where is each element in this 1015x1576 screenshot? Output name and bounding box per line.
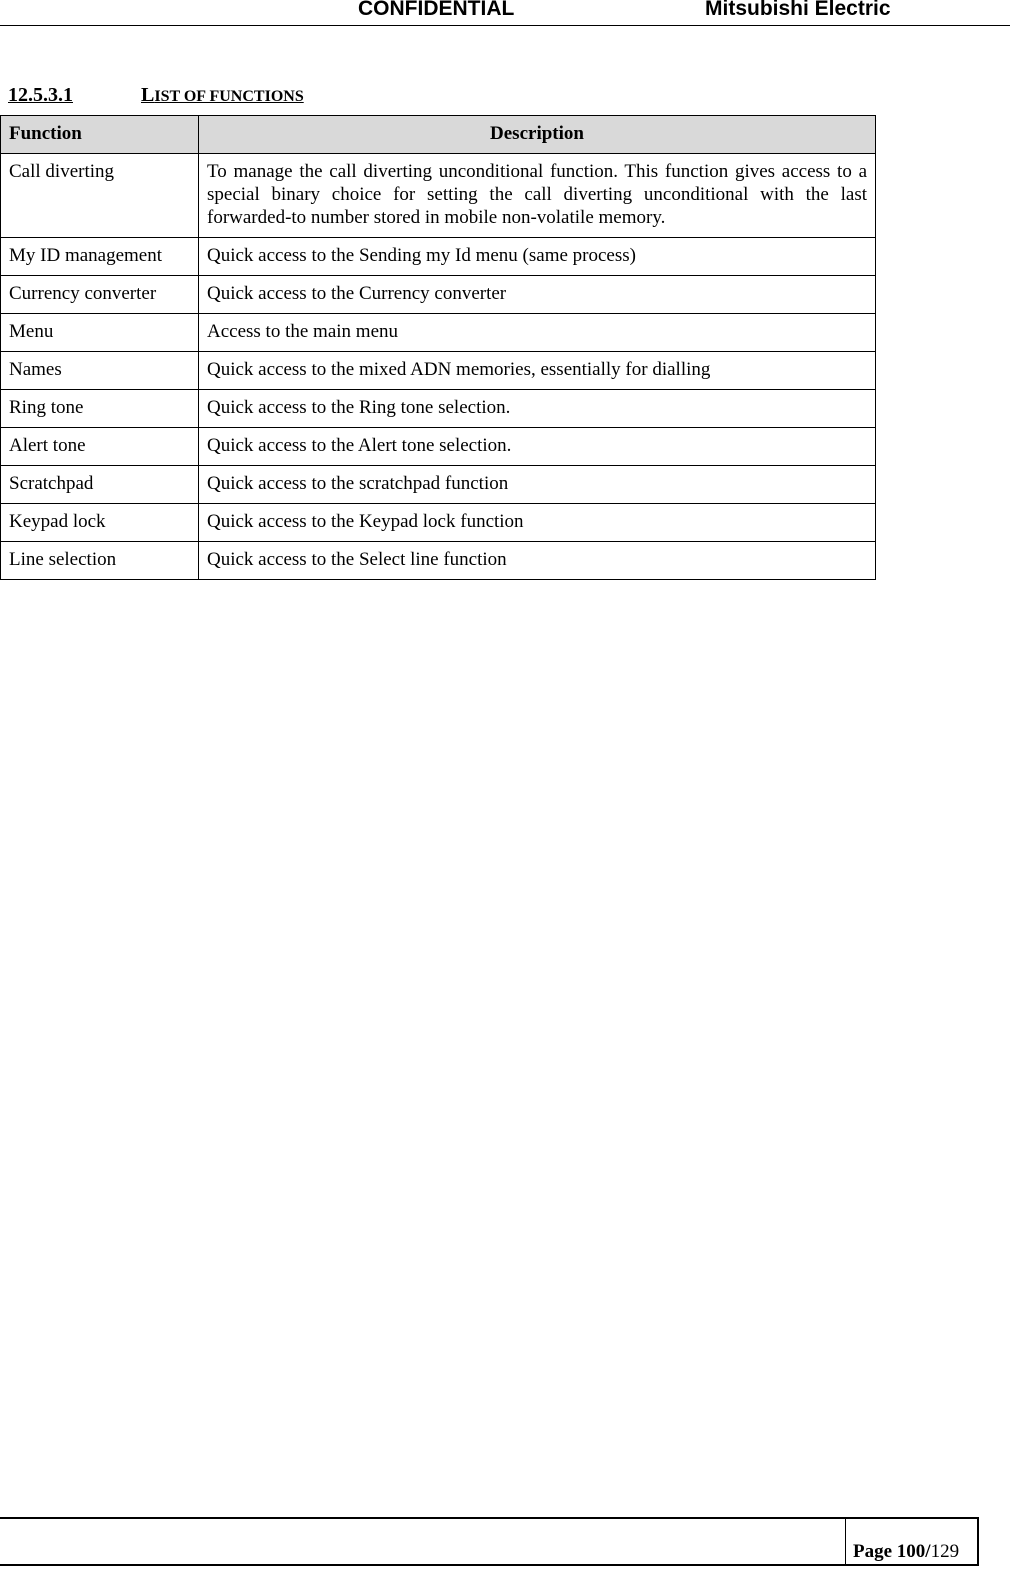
section-heading: [8, 84, 304, 107]
description-cell: Quick access to the Sending my Id menu (same process): [199, 238, 876, 276]
confidential-label: CONFIDENTIAL: [358, 0, 515, 20]
page-footer: [0, 1517, 979, 1566]
table-row: [1, 352, 876, 390]
table-row: [1, 390, 876, 428]
page-number: [853, 1541, 959, 1563]
description-cell: To manage the call diverting unconditional function. This function gives access to a special binary choice for setting the call diverting unconditional with the last forwarded-to number stored in mobile non-volatile memory.: [199, 154, 876, 238]
function-cell: Names: [1, 352, 199, 390]
section-title-first-letter: L: [141, 84, 155, 106]
company-name: Mitsubishi Electric: [705, 0, 891, 20]
description-cell: Quick access to the mixed ADN memories, essentially for dialling: [199, 352, 876, 390]
column-header-description: Description: [199, 116, 876, 154]
function-cell: My ID management: [1, 238, 199, 276]
table-row: [1, 276, 876, 314]
description-cell: Quick access to the Ring tone selection.: [199, 390, 876, 428]
function-cell: Keypad lock: [1, 504, 199, 542]
table-row: [1, 466, 876, 504]
table-row: [1, 542, 876, 580]
description-cell: Quick access to the Select line function: [199, 542, 876, 580]
section-number: 12.5.3.1: [8, 84, 73, 106]
function-cell: Call diverting: [1, 154, 199, 238]
function-cell: Line selection: [1, 542, 199, 580]
function-cell: Alert tone: [1, 428, 199, 466]
description-cell: Quick access to the Alert tone selection.: [199, 428, 876, 466]
function-cell: Menu: [1, 314, 199, 352]
function-cell: Currency converter: [1, 276, 199, 314]
table-row: [1, 314, 876, 352]
page-total: 129: [930, 1541, 960, 1562]
description-cell: Access to the main menu: [199, 314, 876, 352]
functions-table: [0, 115, 876, 580]
table-row: [1, 504, 876, 542]
function-cell: Ring tone: [1, 390, 199, 428]
description-cell: Quick access to the Currency converter: [199, 276, 876, 314]
table-row: [1, 154, 876, 238]
section-title-rest: IST OF FUNCTIONS: [154, 88, 304, 105]
footer-divider: [845, 1519, 846, 1564]
table-header-row: [1, 116, 876, 154]
page-number-prefix: Page 100/: [853, 1541, 931, 1562]
description-cell: Quick access to the scratchpad function: [199, 466, 876, 504]
page-header: [0, 0, 1010, 26]
column-header-function: Function: [1, 116, 199, 154]
function-cell: Scratchpad: [1, 466, 199, 504]
description-cell: Quick access to the Keypad lock function: [199, 504, 876, 542]
table-row: [1, 238, 876, 276]
table-row: [1, 428, 876, 466]
